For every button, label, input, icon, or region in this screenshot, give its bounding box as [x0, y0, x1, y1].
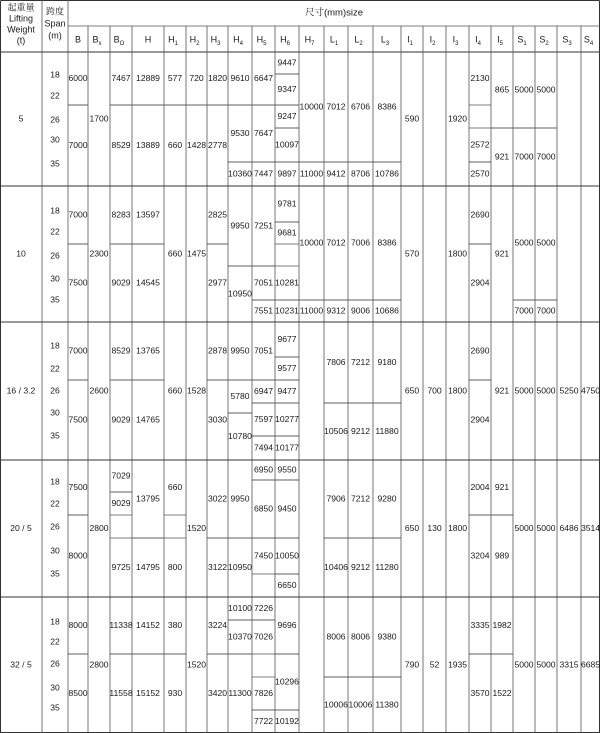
cell-value: 10006: [348, 699, 373, 710]
span-value: 30: [50, 273, 60, 284]
column-header: $L_3$: [380, 34, 390, 47]
cell-value: 8500: [68, 687, 88, 698]
cell-value: 10296: [275, 676, 299, 687]
cell-value: 12889: [136, 72, 160, 83]
cell-value: 9247: [277, 110, 297, 121]
cell-value: 7026: [253, 631, 274, 642]
cell-value: 9312: [326, 305, 346, 316]
span-value: 26: [50, 385, 60, 396]
cell-value: 2600: [89, 385, 109, 396]
cell-value: 9280: [377, 493, 397, 504]
cell-value: 6650: [277, 579, 297, 590]
span-value: 30: [50, 682, 60, 693]
cell-value: 10406: [324, 561, 348, 572]
weight-value: 20 / 5: [10, 522, 32, 533]
cell-value: 2977: [207, 277, 228, 288]
cell-value: 2904: [470, 277, 490, 288]
cell-value: 3030: [207, 414, 228, 425]
cell-value: 10506: [324, 425, 348, 436]
cell-value: 15152: [136, 687, 160, 698]
cell-value: 2778: [207, 139, 228, 150]
column-header: $S_1$: [517, 34, 527, 47]
cell-value: 3204: [470, 550, 490, 561]
cell-value: 1522: [492, 687, 512, 698]
cell-value: 8006: [326, 631, 346, 642]
cell-value: 1820: [207, 72, 228, 83]
cell-value: 700: [427, 385, 442, 396]
cell-value: 7647: [253, 127, 274, 138]
cell-value: 2904: [470, 414, 490, 425]
cell-value: 5000: [536, 84, 556, 95]
column-header: $S_4$: [583, 34, 594, 47]
cell-value: 1920: [447, 113, 468, 124]
weight-header-label: Lifting: [8, 13, 34, 24]
cell-value: 3122: [207, 561, 228, 572]
cell-value: 7029: [111, 470, 131, 481]
cell-value: 14795: [136, 561, 160, 572]
cell-value: 1520: [186, 659, 207, 670]
cell-value: 1982: [492, 619, 512, 630]
span-value: 26: [50, 114, 60, 125]
cell-value: 720: [189, 72, 204, 83]
span-value: 35: [50, 158, 60, 169]
weight-header-label: 起重量: [7, 2, 35, 13]
span-value: 26: [50, 521, 60, 532]
cell-value: 7906: [326, 493, 346, 504]
cell-value: 10006: [324, 699, 348, 710]
cell-value: 9029: [111, 414, 131, 425]
cell-value: 9897: [277, 168, 297, 179]
span-value: 35: [50, 702, 60, 713]
cell-value: 7450: [253, 550, 274, 561]
span-value: 22: [50, 226, 60, 237]
cell-value: 5000: [536, 659, 556, 670]
cell-value: 5000: [536, 385, 556, 396]
cell-value: 1935: [447, 659, 468, 670]
span-value: 22: [50, 498, 60, 509]
cell-value: 7000: [68, 139, 88, 150]
cell-value: 7597: [253, 413, 274, 424]
span-value: 18: [50, 476, 60, 487]
cell-value: 7051: [253, 345, 274, 356]
cell-value: 9725: [111, 561, 131, 572]
column-header: $S_2$: [539, 34, 549, 47]
cell-value: 7826: [253, 687, 274, 698]
cell-value: 7447: [253, 168, 274, 179]
cell-value: 7494: [253, 442, 274, 453]
cell-value: 5000: [536, 237, 556, 248]
cell-value: 7467: [111, 72, 131, 83]
cell-value: 5000: [514, 385, 534, 396]
cell-value: 1700: [89, 113, 109, 124]
column-header: H: [144, 34, 152, 45]
cell-value: 1800: [447, 522, 468, 533]
cell-value: 7500: [68, 414, 88, 425]
cell-value: 11380: [375, 699, 399, 710]
cell-value: 9212: [350, 425, 371, 436]
cell-value: 9447: [277, 57, 297, 68]
cell-value: 11558: [109, 687, 133, 698]
span-value: 30: [50, 134, 60, 145]
cell-value: 8529: [111, 345, 131, 356]
weight-header-label: Weight: [7, 24, 35, 35]
cell-value: 9180: [377, 356, 397, 367]
cell-value: 9950: [230, 345, 250, 356]
cell-value: 577: [167, 72, 183, 83]
cell-value: 7551: [253, 305, 274, 316]
cell-value: 7212: [350, 356, 371, 367]
weight-value: 10: [16, 248, 26, 259]
span-value: 22: [50, 363, 60, 374]
cell-value: 8000: [68, 550, 88, 561]
cell-value: 7000: [536, 151, 556, 162]
cell-value: 3315: [559, 659, 579, 670]
cell-value: 7012: [326, 237, 346, 248]
cell-value: 8386: [377, 101, 397, 112]
cell-value: 7000: [514, 151, 534, 162]
cell-value: 9950: [230, 493, 250, 504]
column-header: $I_1$: [407, 34, 413, 47]
cell-value: 2004: [470, 481, 490, 492]
cell-value: 9681: [277, 227, 297, 238]
cell-value: 7226: [253, 602, 274, 613]
cell-value: 10686: [375, 305, 399, 316]
cell-value: 7806: [326, 356, 346, 367]
cell-value: 9450: [277, 503, 297, 514]
cell-value: 2690: [470, 209, 490, 220]
span-value: 35: [50, 430, 60, 441]
cell-value: 9696: [277, 619, 297, 630]
cell-value: 3335: [470, 619, 490, 630]
cell-value: 11280: [375, 561, 399, 572]
cell-value: 2690: [470, 345, 490, 356]
cell-value: 3570: [470, 687, 490, 698]
span-value: 26: [50, 250, 60, 261]
column-header: $H_7$: [304, 34, 315, 47]
cell-value: 2800: [89, 522, 109, 533]
cell-value: 13765: [136, 345, 160, 356]
cell-value: 800: [167, 561, 183, 572]
cell-value: 5780: [230, 390, 250, 401]
cell-value: 921: [494, 151, 510, 162]
cell-value: 5000: [536, 522, 556, 533]
cell-value: 10277: [275, 413, 299, 424]
cell-value: 590: [404, 113, 420, 124]
cell-value: 3022: [207, 493, 228, 504]
cell-value: 7500: [68, 481, 88, 492]
cell-value: 10100: [228, 602, 252, 613]
cell-value: 10950: [228, 288, 252, 299]
span-value: 18: [50, 69, 60, 80]
cell-value: 9380: [377, 631, 397, 642]
column-header: $I_3$: [452, 34, 459, 47]
cell-value: 8529: [111, 139, 131, 150]
cell-value: 11880: [375, 425, 399, 436]
cell-value: 7000: [68, 345, 88, 356]
cell-value: 989: [494, 550, 510, 561]
weight-value: 5: [18, 113, 24, 124]
cell-value: 11300: [228, 687, 252, 698]
cell-value: 1800: [447, 385, 468, 396]
cell-value: 10281: [275, 277, 299, 288]
cell-value: 10786: [375, 168, 399, 179]
span-value: 30: [50, 407, 60, 418]
cell-value: 7212: [350, 493, 371, 504]
column-header: $I_4$: [475, 34, 481, 47]
cell-value: 6706: [350, 101, 371, 112]
cell-value: 5000: [514, 659, 534, 670]
cell-value: 10097: [275, 139, 299, 150]
cell-value: 9677: [277, 333, 297, 344]
cell-value: 10192: [275, 715, 299, 726]
cell-value: 7722: [253, 715, 274, 726]
cell-value: 10000: [299, 101, 324, 112]
cell-value: 660: [167, 248, 183, 259]
cell-value: 1520: [186, 522, 207, 533]
cell-value: 13889: [136, 139, 160, 150]
cell-value: 2300: [89, 248, 109, 259]
column-header: $H_6$: [280, 34, 290, 47]
cell-value: 52: [429, 659, 440, 670]
cell-value: 10177: [275, 442, 299, 453]
column-header: $L_1$: [329, 34, 339, 47]
cell-value: 9029: [111, 277, 131, 288]
column-header: $H_5$: [256, 34, 267, 47]
cell-value: 1528: [186, 385, 207, 396]
span-header-label: (m): [48, 30, 62, 41]
cell-value: 2800: [89, 659, 109, 670]
cell-value: 10950: [228, 561, 252, 572]
column-header: $I_5$: [497, 34, 503, 47]
cell-value: 10780: [228, 430, 252, 441]
cell-value: 3514: [580, 522, 600, 533]
cell-value: 7000: [536, 305, 556, 316]
cell-value: 8386: [377, 237, 397, 248]
cell-value: 5250: [559, 385, 579, 396]
span-value: 30: [50, 545, 60, 556]
cell-value: 921: [494, 481, 510, 492]
cell-value: 2572: [470, 139, 490, 150]
cell-value: 6647: [253, 72, 274, 83]
cell-value: 5000: [514, 237, 534, 248]
cell-value: 10370: [228, 631, 252, 642]
cell-value: 5000: [514, 522, 534, 533]
cell-value: 7000: [514, 305, 534, 316]
cell-value: 3224: [207, 619, 228, 630]
cell-value: 380: [167, 619, 183, 630]
cell-value: 11000: [299, 305, 324, 316]
cell-value: 8706: [350, 168, 371, 179]
cell-value: 10050: [275, 550, 299, 561]
cell-value: 9550: [277, 464, 297, 475]
cell-value: 2130: [470, 72, 490, 83]
size-header-label: 尺寸(mm)size: [304, 7, 364, 19]
span-header-label: 跨度: [45, 6, 65, 17]
column-header: $B_O$: [113, 34, 125, 47]
span-value: 22: [50, 636, 60, 647]
column-header: $H_3$: [210, 34, 221, 47]
cell-value: 930: [167, 687, 183, 698]
cell-value: 790: [404, 659, 420, 670]
cell-value: 2570: [470, 168, 490, 179]
column-header: $H_4$: [233, 34, 243, 47]
cell-value: 1800: [447, 248, 468, 259]
cell-value: 3420: [207, 687, 228, 698]
cell-value: 5000: [514, 84, 534, 95]
cell-value: 14765: [136, 414, 160, 425]
cell-value: 865: [494, 84, 510, 95]
span-value: 35: [50, 294, 60, 305]
cell-value: 4750: [580, 385, 600, 396]
cell-value: 6486: [559, 522, 579, 533]
column-header: $H_2$: [189, 34, 200, 47]
weight-value: 16 / 3.2: [6, 385, 36, 396]
cell-value: 660: [167, 139, 183, 150]
cell-value: 1428: [186, 139, 207, 150]
cell-value: 9950: [230, 220, 250, 231]
cell-value: 650: [404, 522, 420, 533]
cell-value: 7251: [253, 220, 274, 231]
cell-value: 7012: [326, 101, 346, 112]
column-header: $H_1$: [168, 34, 178, 47]
cell-value: 6950: [253, 464, 274, 475]
span-value: 26: [50, 658, 60, 669]
span-value: 22: [50, 90, 60, 101]
cell-value: 6947: [253, 385, 274, 396]
cell-value: 7000: [68, 209, 88, 220]
cell-value: 921: [494, 385, 510, 396]
cell-value: 9577: [277, 362, 297, 373]
cell-value: 130: [427, 522, 442, 533]
cell-value: 8006: [350, 631, 371, 642]
column-header: B: [74, 34, 82, 45]
cell-value: 11000: [299, 168, 324, 179]
cell-value: 921: [494, 248, 510, 259]
cell-value: 6685: [580, 659, 600, 670]
weight-value: 32 / 5: [10, 659, 32, 670]
cell-value: 7500: [68, 277, 88, 288]
cell-value: 7006: [350, 237, 371, 248]
cell-value: 9029: [111, 497, 131, 508]
cell-value: 660: [167, 481, 183, 492]
cell-value: 9006: [350, 305, 371, 316]
cell-value: 8000: [68, 619, 88, 630]
span-value: 18: [50, 616, 60, 627]
cell-value: 14545: [136, 277, 160, 288]
cell-value: 9781: [277, 198, 297, 209]
cell-value: 9477: [277, 385, 297, 396]
span-value: 18: [50, 340, 60, 351]
span-value: 18: [50, 205, 60, 216]
span-value: 35: [50, 568, 60, 579]
cell-value: 9530: [230, 127, 250, 138]
cell-value: 2825: [207, 209, 228, 220]
cell-value: 650: [404, 385, 420, 396]
cell-value: 13795: [136, 493, 160, 504]
span-header-label: Span: [44, 18, 66, 29]
cell-value: 660: [167, 385, 183, 396]
cell-value: 6850: [253, 503, 274, 514]
column-header: $L_2$: [354, 34, 363, 47]
cell-value: 9610: [230, 72, 250, 83]
cell-value: 8283: [111, 209, 131, 220]
cell-value: 6000: [68, 72, 88, 83]
column-header: $S_3$: [562, 34, 572, 47]
column-header: $I_2$: [429, 34, 436, 47]
cell-value: 10000: [299, 237, 324, 248]
cell-value: 13597: [136, 209, 160, 220]
column-header: $B_x$: [92, 34, 102, 47]
cell-value: 1475: [186, 248, 207, 259]
cell-value: 14152: [136, 619, 160, 630]
cell-value: 10231: [275, 305, 299, 316]
cell-value: 9212: [350, 561, 371, 572]
weight-header-label: (t): [16, 35, 26, 46]
cell-value: 9412: [326, 168, 346, 179]
cell-value: 7051: [253, 277, 274, 288]
cell-value: 10360: [228, 168, 252, 179]
cell-value: 570: [404, 248, 420, 259]
cell-value: 2878: [207, 345, 228, 356]
cell-value: 11338: [109, 619, 133, 630]
cell-value: 9347: [277, 83, 297, 94]
